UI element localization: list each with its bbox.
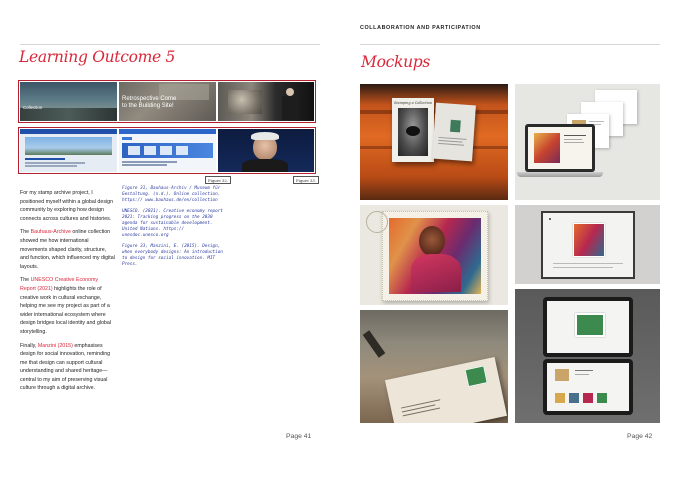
display-artwork (534, 133, 560, 163)
display-stamp (573, 223, 605, 257)
retrospective-tile (119, 82, 216, 121)
reference-item: Figure 33, Manzini, E. (2015). Design, when everybody designs: An introduction to design for social innovation. MIT Press. (122, 243, 223, 268)
envelope-stamp (464, 365, 487, 387)
site-text-line (122, 164, 167, 166)
envelope-mockup (360, 310, 508, 423)
photo-tile (218, 82, 314, 121)
bauhaus-archive-link[interactable]: Bauhaus-Archive (30, 229, 71, 236)
address-line (403, 407, 440, 416)
display-mockup (515, 205, 660, 284)
page-number: Page 42 (627, 433, 653, 440)
text: highlights the role of creative work in cultural exchange, helping me see my project as part of a wider international ecosystem where design bridges local identity and global storytelling. (20, 285, 111, 335)
envelope (385, 357, 507, 423)
stamp-paper (382, 211, 488, 301)
laptop-web-mockup (515, 84, 660, 200)
manzini-portrait-tile (218, 129, 314, 172)
display-line (564, 142, 584, 143)
text: The (20, 229, 31, 236)
book-cover-image (398, 108, 428, 156)
figure-label-33: Figure 33. (293, 176, 319, 184)
open-book-page (432, 103, 476, 162)
display-line (553, 267, 613, 268)
site-navbar (119, 129, 216, 134)
display-logo (549, 218, 551, 220)
site-tag (122, 137, 132, 140)
laptop-base (517, 172, 603, 177)
unesco-site-tile (20, 129, 117, 172)
page-number: Page 41 (286, 433, 312, 440)
site-card (144, 146, 156, 155)
paragraph-4 (20, 342, 115, 394)
tablet-thumb (583, 393, 593, 403)
book-mockup (360, 84, 508, 200)
stamp-mockup (360, 205, 508, 305)
page-line (589, 121, 604, 122)
stamp-figure-head (419, 226, 445, 256)
right-page (340, 0, 680, 481)
unesco-report-link[interactable]: UNESCO Creative Economy Report (2021) (20, 277, 99, 292)
tile-caption: Retrospective Come to the Building Site! (122, 96, 177, 109)
header-rule (20, 44, 320, 45)
tablet-bottom (543, 359, 633, 415)
body-text (20, 189, 115, 398)
tablet-line (575, 374, 589, 375)
book-cover-mouth (406, 126, 420, 136)
site-text-line (25, 162, 85, 164)
figure-label-32: Figure 32. (205, 176, 231, 184)
tablet-thumb (555, 393, 565, 403)
pen (363, 330, 386, 358)
tablet-thumb (597, 393, 607, 403)
site-navbar (20, 129, 117, 134)
text: online collection showed me how international movements shaped clarity, structure, and function, which influenced my digital layouts. (20, 229, 115, 270)
tile-group-photo (228, 90, 262, 114)
site-card (176, 146, 188, 155)
display-line (553, 263, 623, 264)
references (122, 186, 224, 273)
reference-item: UNESCO. (2021). Creative economy report 2021: Tracking progress on the 2030 agenda for sustainable development. United Nations. https:// unesdoc.unesco.org (122, 208, 223, 239)
paragraph-3 (20, 276, 115, 336)
tablet-thumb (555, 369, 569, 381)
book-page-line (438, 143, 464, 146)
section-header: COLLABORATION AND PARTICIPATION (360, 25, 481, 31)
text: emphasises design for social innovation, reminding me that design can support cultural understanding and shared heritage—central to my aim of preserving visual culture through a digital archive. (20, 342, 111, 392)
display-frame (541, 211, 635, 279)
book-cover (392, 98, 434, 162)
site-card (160, 146, 172, 155)
tile-person-head (286, 88, 294, 96)
display-line (564, 139, 582, 140)
stamp-figure-body (411, 254, 461, 292)
site-card (128, 146, 140, 155)
tablet-line (575, 370, 593, 371)
text: The (20, 277, 31, 284)
tablet-top (543, 297, 633, 357)
tablet-stamp (575, 313, 605, 337)
tablet-mockup (515, 289, 660, 423)
book-cover-title: Stamping a Collection (394, 101, 433, 105)
site-text-line (25, 158, 65, 160)
tablet-top-screen (547, 301, 629, 353)
laptop-display (528, 127, 592, 169)
site-text-line (122, 161, 177, 163)
stamp-artwork (389, 218, 481, 294)
reference-item: Figure 31, Bauhaus-Archiv / Museum für Gestaltung. (n.d.). Online collection. https:// www.bauhaus.de/en/collection (122, 186, 221, 204)
portrait-jacket (242, 159, 288, 172)
tile-person-body (282, 96, 298, 120)
tile-label: Collection (23, 105, 43, 110)
tablet-bottom-screen (547, 363, 629, 411)
display-line (564, 135, 586, 136)
report-site-tile (119, 129, 216, 172)
laptop-screen (525, 124, 595, 172)
paragraph-1: For my stamp archive project, I positioned myself within a global design community by exploring how design connects across cultures and histories. (20, 190, 114, 222)
manzini-link[interactable]: Manzini (2015) (37, 342, 73, 349)
header-rule (360, 44, 660, 45)
sofa-seam (360, 110, 508, 114)
text: Finally, (20, 342, 38, 349)
book-page-stamp (450, 120, 461, 133)
site-banner (25, 137, 112, 155)
bauhaus-collection-tile (20, 82, 117, 121)
tablet-thumb (569, 393, 579, 403)
site-text-line (25, 165, 77, 167)
page-title: Mockups (361, 53, 431, 71)
portrait-hair (251, 132, 279, 140)
postmark (366, 211, 388, 233)
site-hero (122, 143, 213, 158)
page-title: Learning Outcome 5 (19, 48, 176, 66)
paragraph-2 (20, 228, 115, 271)
